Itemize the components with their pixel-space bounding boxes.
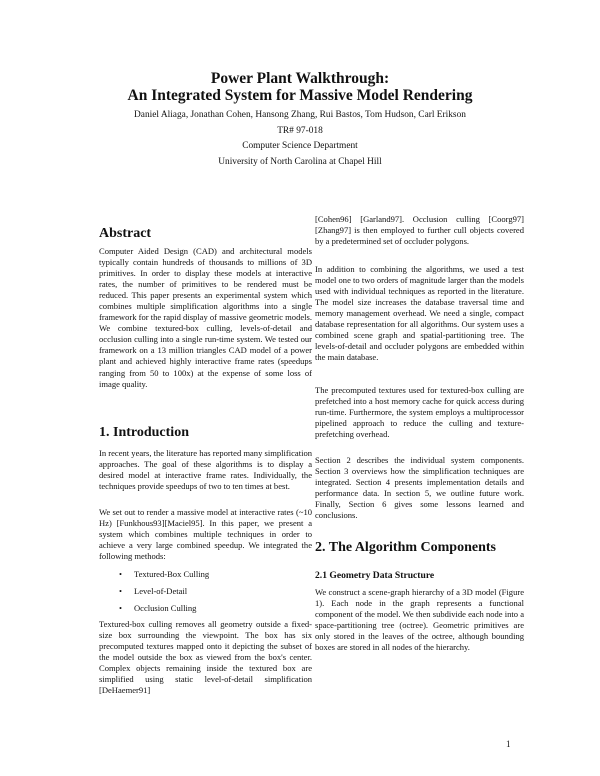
intro-paragraph-2: We set out to render a massive model at interactive rates (~10 Hz) [Funkhous93][Maciel95]. In this paper, we present a system which combines multiple techniques in order to achieve a very large combined speedup. We integrated the following methods: (99, 507, 312, 562)
paper-title (0, 70, 600, 104)
department: Computer Science Department (242, 141, 358, 151)
algorithm-paragraph-1: We construct a scene-graph hierarchy of a 3D model (Figure 1). Each node in the graph represents a functional component of the model. We then subdivide each node into a space-partitioning tree (octree). Geometric primitives are only stored in the leaves of the octree, although bounding boxes are stored in all nodes of the hierarchy. (315, 587, 524, 653)
abstract-text: Computer Aided Design (CAD) and architectural models typically contain hundreds of thousands to millions of 3D primitives. In order to display these models at interactive rates, the number of primitives to be rendered must be reduced. This paper presents an experimental system which combines multiple simplification algorithms into a single framework for the rapid display of massive geometric models. We combine textured-box culling, levels-of-detail and occlusion culling into a single run-time system. We tested our framework on a 13 million triangles CAD model of a power plant and achieved highly interactive frame rates (speedups ranging from 50 to 100x) at the expense of some loss of image quality. (99, 246, 312, 389)
report-number: TR# 97-018 (277, 125, 323, 136)
intro-paragraph-5: In addition to combining the algorithms, we used a test model one to two orders of magnitude larger than the models used with individual techniques as reported in the literature. The model size increases the database traversal time and memory management overhead. We need a single, compact database representation for all algorithms. Our system uses a combined scene graph and spatial-partitioning tree. The levels-of-detail and occluder polygons are embedded within the main database. (315, 264, 524, 363)
intro-paragraph-7: Section 2 describes the individual system components. Section 3 overviews how the simplification techniques are integrated. Section 4 presents implementation details and performance data. In section 5, we outline future work. Finally, Section 6 gives some lessons learned and conclusions. (315, 455, 524, 521)
intro-paragraph-4: [Cohen96] [Garland97]. Occlusion culling [Coorg97][Zhang97] is then employed to further cull objects covered by a predetermined set of occluder polygons. (315, 214, 524, 247)
authors: Daniel Aliaga, Jonathan Cohen, Hansong Zhang, Rui Bastos, Tom Hudson, Carl Erikson (134, 110, 466, 120)
geometry-subheading: 2.1 Geometry Data Structure (315, 570, 435, 581)
page-number: 1 (506, 739, 511, 749)
university: University of North Carolina at Chapel Hill (218, 156, 382, 167)
list-item: • Occlusion Culling (99, 600, 209, 617)
intro-paragraph-3: Textured-box culling removes all geometry outside a fixed-size box surrounding the viewpoint. The box has six precomputed textures mapped onto it depicting the subset of the model outside the box as viewed from the box's center. Complex objects remaining inside the textured box are simplified using static level-of-detail simplification [DeHaemer91] (99, 619, 312, 696)
algorithm-heading: 2. The Algorithm Components (315, 540, 496, 555)
methods-list (99, 566, 209, 617)
abstract-heading: Abstract (99, 226, 152, 241)
list-item: • Textured-Box Culling (99, 566, 209, 583)
list-item: • Level-of-Detail (99, 583, 209, 600)
paper-metadata (0, 108, 600, 170)
title-line-2: An Integrated System for Massive Model Rendering (127, 87, 473, 104)
introduction-heading: 1. Introduction (99, 425, 189, 440)
intro-paragraph-1: In recent years, the literature has reported many simplification approaches. The goal of these algorithms is to display a desired model at interactive frame rates. Individually, the techniques provide speedups of two to ten times at best. (99, 448, 312, 492)
intro-paragraph-6: The precomputed textures used for textured-box culling are prefetched into a host memory cache for quick access during run-time. Furthermore, the system employs a multiprocessor pipelined approach to reduce the culling and texture-prefetching overhead. (315, 385, 524, 440)
title-line-1: Power Plant Walkthrough: (210, 70, 390, 87)
